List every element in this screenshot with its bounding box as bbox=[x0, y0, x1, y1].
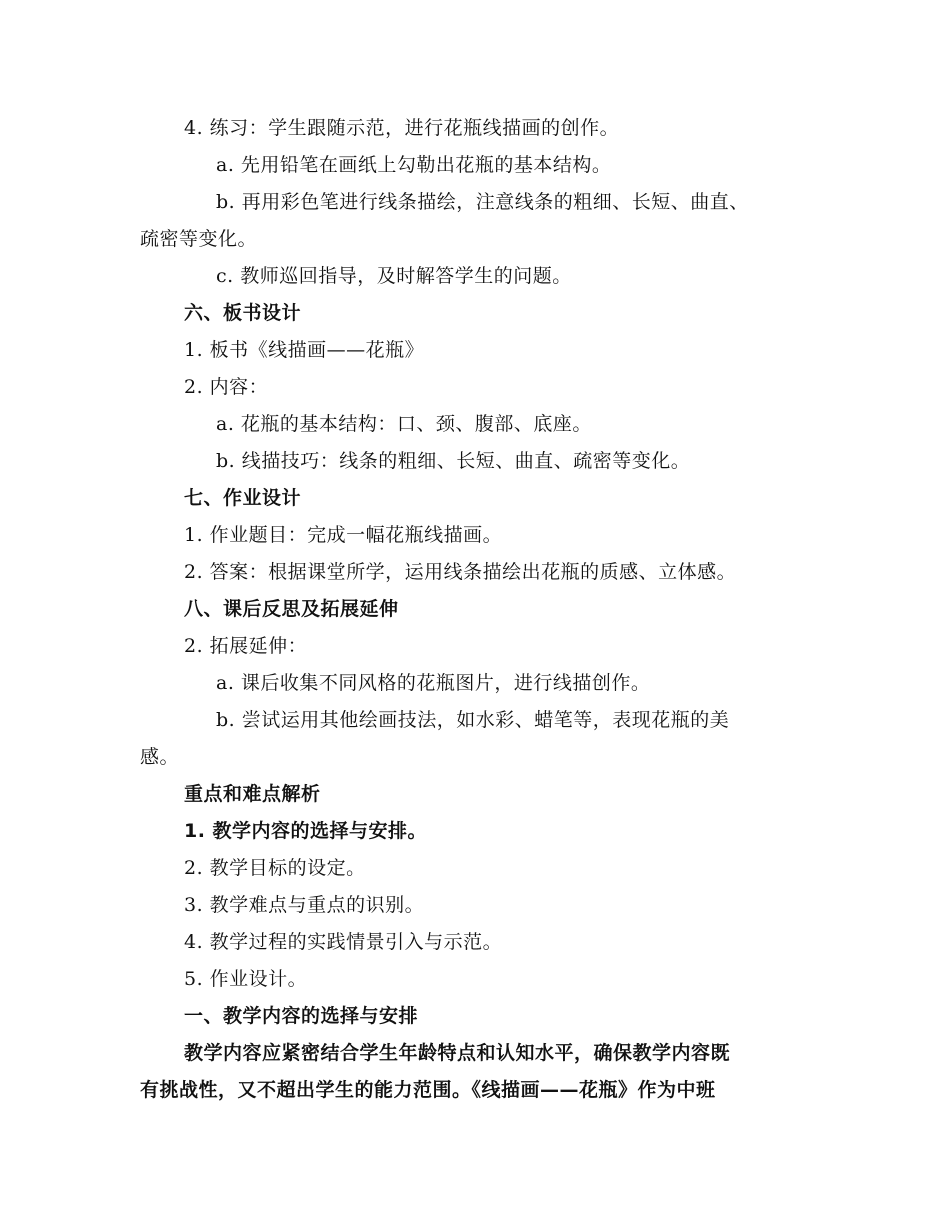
practice-step-4: 4. 练习：学生跟随示范，进行花瓶线描画的创作。 bbox=[184, 117, 620, 139]
document-page bbox=[140, 110, 810, 1109]
analysis-item-5: 5. 作业设计。 bbox=[184, 968, 308, 990]
reflection-heading: 八、课后反思及拓展延伸 bbox=[184, 598, 399, 620]
practice-step-b-line2: 疏密等变化。 bbox=[140, 228, 258, 250]
homework-item-1: 1. 作业题目：完成一幅花瓶线描画。 bbox=[184, 524, 503, 546]
reflection-item-a: a. 课后收集不同风格的花瓶图片，进行线描创作。 bbox=[216, 672, 651, 694]
section1-heading: 一、教学内容的选择与安排 bbox=[184, 1005, 419, 1027]
reflection-item-b bbox=[140, 702, 810, 776]
homework-item-2: 2. 答案：根据课堂所学，运用线条描绘出花瓶的质感、立体感。 bbox=[184, 561, 737, 583]
homework-heading: 七、作业设计 bbox=[184, 487, 302, 509]
analysis-item-3: 3. 教学难点与重点的识别。 bbox=[184, 894, 425, 916]
practice-step-c: c. 教师巡回指导，及时解答学生的问题。 bbox=[216, 265, 572, 287]
analysis-heading: 重点和难点解析 bbox=[184, 783, 321, 805]
reflection-item-b-line2: 感。 bbox=[140, 746, 180, 768]
reflection-item-2: 2. 拓展延伸： bbox=[184, 635, 308, 657]
analysis-item-4: 4. 教学过程的实践情景引入与示范。 bbox=[184, 931, 503, 953]
practice-step-b-line1: b. 再用彩色笔进行线条描绘，注意线条的粗细、长短、曲直、 bbox=[216, 191, 749, 213]
practice-step-b bbox=[140, 184, 810, 258]
section1-paragraph-line2: 有挑战性，又不超出学生的能力范围。《线描画——花瓶》作为中班 bbox=[140, 1079, 716, 1101]
board-design-heading: 六、板书设计 bbox=[184, 302, 302, 324]
board-item-2: 2. 内容： bbox=[184, 376, 269, 398]
analysis-item-1: 1. 教学内容的选择与安排。 bbox=[184, 820, 428, 842]
section1-paragraph bbox=[140, 1035, 810, 1109]
board-item-a: a. 花瓶的基本结构：口、颈、腹部、底座。 bbox=[216, 413, 592, 435]
board-item-1: 1. 板书《线描画——花瓶》 bbox=[184, 339, 425, 361]
reflection-item-b-line1: b. 尝试运用其他绘画技法，如水彩、蜡笔等，表现花瓶的美 bbox=[216, 709, 730, 731]
section1-paragraph-line1: 教学内容应紧密结合学生年龄特点和认知水平，确保教学内容既 bbox=[184, 1042, 731, 1064]
analysis-item-2: 2. 教学目标的设定。 bbox=[184, 857, 366, 879]
board-item-b: b. 线描技巧：线条的粗细、长短、曲直、疏密等变化。 bbox=[216, 450, 691, 472]
practice-step-a: a. 先用铅笔在画纸上勾勒出花瓶的基本结构。 bbox=[216, 154, 612, 176]
